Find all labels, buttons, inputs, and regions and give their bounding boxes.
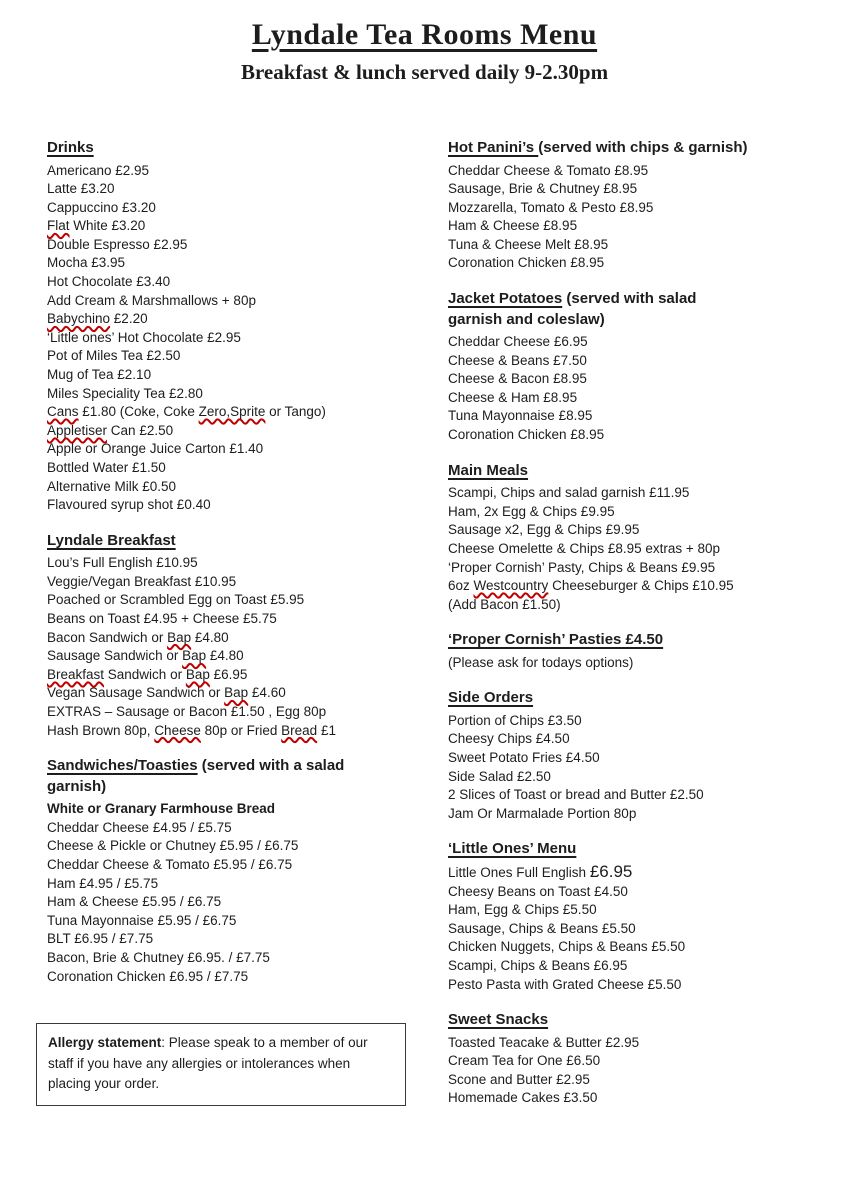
menu-item: Cheesy Chips £4.50 (448, 731, 570, 747)
misspelled-word: Zero,Sprite (198, 404, 266, 420)
menu-item: Cheese Omelette & Chips £8.95 extras + 80p (448, 540, 721, 556)
section-heading (448, 461, 823, 482)
menu-item: Beans on Toast £4.95 + Cheese £5.75 (47, 611, 277, 627)
menu-item: Flat White £3.20 (47, 218, 146, 234)
misspelled-word: Westcountry (473, 578, 549, 594)
section-jacket-potatoes (448, 289, 823, 445)
misspelled-word: Appletiser (47, 422, 108, 438)
menu-item: Latte £3.20 (47, 181, 115, 197)
section-heading: Sandwiches/Toasties (served with a salad garnish) (47, 757, 345, 795)
section-heading (448, 1010, 823, 1031)
menu-item: (Please ask for todays options) (448, 654, 634, 670)
menu-item: Cappuccino £3.20 (47, 199, 156, 215)
menu-item: 6oz Westcountry Cheeseburger & Chips £10.95 (448, 578, 734, 594)
misspelled-word: Cheese (154, 722, 201, 738)
menu-item: Tuna Mayonnaise £8.95 (448, 408, 593, 424)
menu-item: Lou’s Full English £10.95 (47, 555, 198, 571)
menu-item: (Add Bacon £1.50) (448, 596, 561, 612)
menu-item: Alternative Milk £0.50 (47, 478, 177, 494)
menu-item: 2 Slices of Toast or bread and Butter £2.50 (448, 787, 704, 803)
menu-item: Cream Tea for One £6.50 (448, 1053, 601, 1069)
menu-item: Veggie/Vegan Breakfast £10.95 (47, 573, 237, 589)
section-heading (448, 688, 823, 709)
menu-item: Cheese & Beans £7.50 (448, 352, 587, 368)
allergy-statement-text: : Please speak to a member of our staff if you have any allergies or intolerances when placing your order. (48, 1035, 368, 1091)
menu-item: Vegan Sausage Sandwich or Bap £4.60 (47, 685, 286, 701)
section-sandwiches-toasties (47, 756, 427, 986)
menu-item: Ham & Cheese £5.95 / £6.75 (47, 894, 222, 910)
menu-item: Poached or Scrambled Egg on Toast £5.95 (47, 592, 305, 608)
section-title: Main Meals (448, 461, 529, 479)
menu-item: Flavoured syrup shot £0.40 (47, 497, 211, 513)
menu-item: Cheesy Beans on Toast £4.50 (448, 883, 628, 899)
menu-item: Cheddar Cheese & Tomato £8.95 (448, 162, 649, 178)
menu-item: Miles Speciality Tea £2.80 (47, 385, 203, 401)
menu-item: Hot Chocolate £3.40 (47, 274, 171, 290)
menu-item: Homemade Cakes £3.50 (448, 1090, 598, 1106)
section-drinks (47, 138, 427, 515)
section-subheading: White or Granary Farmhouse Bread (47, 801, 276, 817)
menu-item: Ham, Egg & Chips £5.50 (448, 902, 597, 918)
section-main-meals (448, 461, 823, 615)
section-heading (47, 138, 427, 159)
menu-item: Coronation Chicken £8.95 (448, 255, 605, 271)
misspelled-word: Flat (47, 218, 70, 234)
misspelled-word: Breakfast (47, 666, 105, 682)
misspelled-word: Bap (224, 685, 249, 701)
section-title: Drinks (47, 139, 94, 156)
section-lyndale-breakfast (47, 531, 427, 740)
section-title: Lyndale Breakfast (47, 531, 176, 549)
section-title: Hot Panini’s (448, 139, 539, 156)
menu-item: Cheddar Cheese £6.95 (448, 334, 588, 350)
section-title: Side Orders (448, 689, 534, 707)
section-heading: Jacket Potatoes (served with salad garnish and coleslaw) (448, 290, 697, 328)
menu-item: Coronation Chicken £6.95 / £7.75 (47, 968, 249, 984)
page-title: Lyndale Tea Rooms Menu (251, 18, 598, 51)
misspelled-word: Bap (167, 629, 192, 645)
large-price: £6.95 (589, 861, 633, 881)
menu-item: Sausage, Chips & Beans £5.50 (448, 920, 636, 936)
menu-item: ‘Little ones’ Hot Chocolate £2.95 (47, 329, 241, 345)
menu-item: Apple or Orange Juice Carton £1.40 (47, 441, 264, 457)
section-heading: Hot Panini’s (served with chips & garnish) (448, 139, 748, 156)
menu-item: Appletiser Can £2.50 (47, 422, 174, 438)
section-hot-paninis (448, 138, 823, 273)
menu-item: Scampi, Chips & Beans £6.95 (448, 957, 628, 973)
section-title: ‘Proper Cornish’ Pasties £4.50 (448, 631, 664, 649)
menu-item: Cheese & Bacon £8.95 (448, 371, 587, 387)
menu-item: Pesto Pasta with Grated Cheese £5.50 (448, 976, 682, 992)
menu-item: ‘Proper Cornish’ Pasty, Chips & Beans £9.95 (448, 559, 716, 575)
misspelled-word: Bread (281, 722, 318, 738)
menu-item: Little Ones Full English £6.95 (448, 861, 633, 881)
menu-item: Sausage x2, Egg & Chips £9.95 (448, 522, 640, 538)
menu-item: Mozzarella, Tomato & Pesto £8.95 (448, 199, 654, 215)
menu-item: Sweet Potato Fries £4.50 (448, 750, 600, 766)
menu-item: Scone and Butter £2.95 (448, 1071, 590, 1087)
menu-item: Babychino £2.20 (47, 311, 148, 327)
allergy-statement-label: Allergy statement (48, 1035, 162, 1050)
menu-item: Mug of Tea £2.10 (47, 367, 152, 383)
page-subtitle: Breakfast & lunch served daily 9-2.30pm (240, 60, 609, 84)
section-side-orders (448, 688, 823, 823)
menu-item: Bottled Water £1.50 (47, 460, 166, 475)
menu-item: BLT £6.95 / £7.75 (47, 931, 154, 947)
menu-item: Mocha £3.95 (47, 255, 126, 271)
section-sweet-snacks (448, 1010, 823, 1108)
menu-item: Bacon, Brie & Chutney £6.95. / £7.75 (47, 949, 270, 965)
section-heading (448, 839, 823, 860)
menu-item: Sausage Sandwich or Bap £4.80 (47, 648, 244, 664)
menu-item: Chicken Nuggets, Chips & Beans £5.50 (448, 939, 686, 955)
section-heading (47, 531, 427, 552)
menu-item: Ham £4.95 / £5.75 (47, 875, 159, 891)
menu-item: Portion of Chips £3.50 (448, 712, 582, 728)
menu-item: Cheddar Cheese & Tomato £5.95 / £6.75 (47, 857, 293, 872)
menu-item: Double Espresso £2.95 (47, 236, 188, 252)
misspelled-word: Babychino (47, 311, 111, 327)
section-title: Jacket Potatoes (448, 290, 563, 308)
section-little-ones-menu (448, 839, 823, 994)
menu-item: EXTRAS – Sausage or Bacon £1.50 , Egg 80p (47, 704, 327, 720)
misspelled-word: Bap (185, 666, 210, 682)
menu-item: Ham & Cheese £8.95 (448, 218, 578, 234)
menu-item: Jam Or Marmalade Portion 80p (448, 805, 637, 821)
menu-item: Breakfast Sandwich or Bap £6.95 (47, 666, 248, 682)
menu-item: Coronation Chicken £8.95 (448, 427, 605, 443)
misspelled-word: Cans (47, 404, 79, 420)
left-column (47, 138, 427, 986)
right-column (448, 138, 823, 1108)
menu-item: Cheese & Pickle or Chutney £5.95 / £6.75 (47, 838, 299, 854)
menu-item: Pot of Miles Tea £2.50 (47, 348, 181, 364)
menu-item: Cheddar Cheese £4.95 / £5.75 (47, 819, 232, 835)
menu-header (0, 18, 849, 85)
section-title: Sweet Snacks (448, 1011, 549, 1029)
menu-item: Cheese & Ham £8.95 (448, 389, 578, 405)
section-heading (448, 630, 823, 651)
menu-item: Tuna & Cheese Melt £8.95 (448, 236, 609, 252)
misspelled-word: Bap (182, 648, 207, 664)
section-title: ‘Little Ones’ Menu (448, 840, 577, 858)
menu-item: Ham, 2x Egg & Chips £9.95 (448, 503, 615, 519)
menu-item: Hash Brown 80p, Cheese 80p or Fried Bread £1 (47, 722, 336, 738)
allergy-statement-box (36, 1023, 406, 1106)
menu-item: Sausage, Brie & Chutney £8.95 (448, 181, 638, 197)
menu-item: Add Cream & Marshmallows + 80p (47, 292, 256, 308)
menu-item: Scampi, Chips and salad garnish £11.95 (448, 485, 690, 501)
menu-item: Tuna Mayonnaise £5.95 / £6.75 (47, 912, 237, 928)
menu-item: Side Salad £2.50 (448, 768, 551, 784)
menu-item: Bacon Sandwich or Bap £4.80 (47, 629, 229, 645)
section-proper-cornish-pasties (448, 630, 823, 672)
menu-item: Cans £1.80 (Coke, Coke Zero,Sprite or Tango) (47, 404, 326, 420)
menu-item: Americano £2.95 (47, 162, 150, 178)
section-title: Sandwiches/Toasties (47, 757, 198, 775)
menu-item: Toasted Teacake & Butter £2.95 (448, 1034, 640, 1050)
